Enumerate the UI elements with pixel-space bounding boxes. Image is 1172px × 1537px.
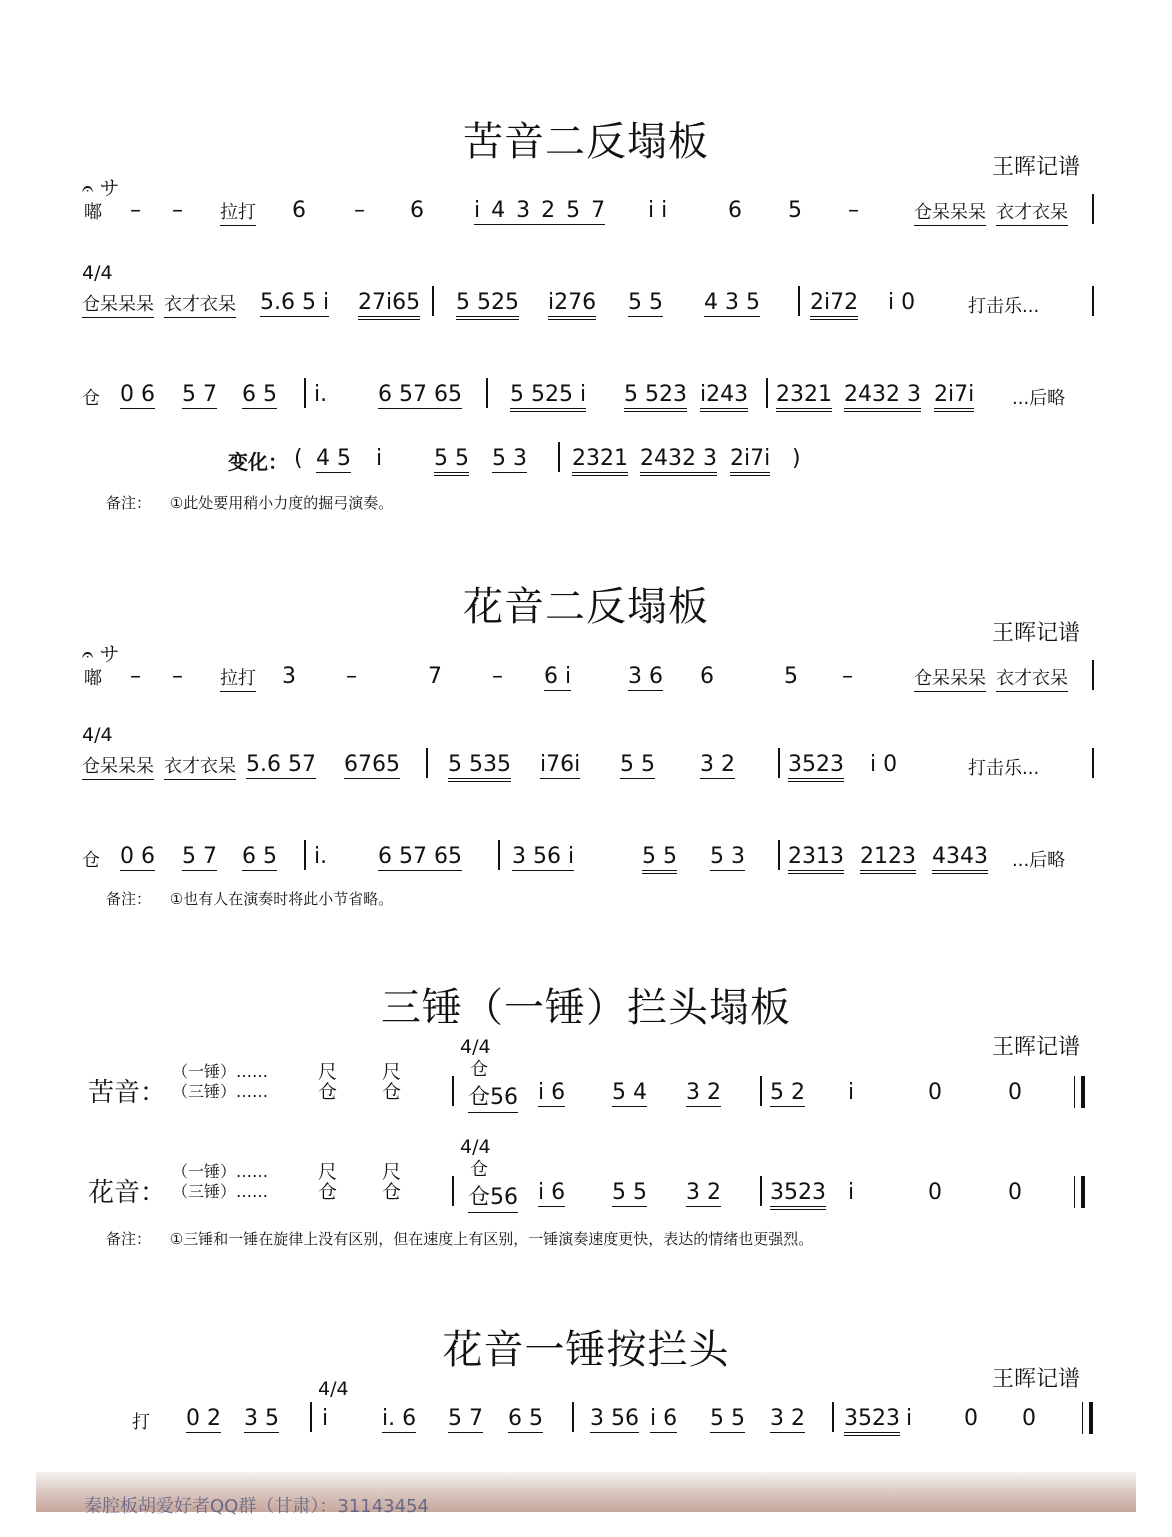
- barline: [498, 840, 500, 870]
- fermata-mark: 𝄐 サ: [82, 642, 120, 666]
- note-group: 2321: [572, 446, 628, 476]
- barline: [452, 1176, 454, 1206]
- note-group: 3 2: [770, 1406, 805, 1431]
- dash: –: [842, 664, 853, 689]
- row-label: 苦音：: [88, 1078, 167, 1108]
- barline: [1092, 660, 1094, 690]
- transcriber-credit: 王晖记谱: [991, 1035, 1080, 1060]
- note-group: 2i7i: [730, 446, 770, 476]
- note-group: 2313: [788, 844, 844, 874]
- dash: –: [848, 198, 859, 223]
- footer-banner: [36, 1472, 1136, 1517]
- remark-text: ①此处要用稍小力度的掘弓演奏。: [169, 494, 394, 512]
- barline: [452, 1076, 454, 1106]
- remark-label: 备注：: [106, 890, 152, 908]
- note-group: 5 535: [448, 752, 511, 782]
- barline: [1092, 194, 1094, 224]
- remark: [106, 888, 393, 909]
- note: 6: [292, 198, 306, 223]
- percussion-text: 仓: [82, 850, 100, 871]
- note-group: 4 3 5: [704, 290, 760, 315]
- note: 5: [788, 198, 802, 223]
- dash: –: [492, 664, 503, 689]
- note-group: 3 56 i: [512, 844, 575, 869]
- percussion-text: 仓: [382, 1181, 402, 1203]
- time-signature: 4/4: [460, 1136, 491, 1158]
- paren: ): [792, 446, 801, 471]
- barline: [1092, 748, 1094, 778]
- percussion-text: 仓: [82, 388, 100, 409]
- note: 0: [1008, 1080, 1022, 1105]
- note-group: 2i7i: [934, 382, 974, 412]
- note-group: 4343: [932, 844, 988, 874]
- barline: [760, 1176, 762, 1206]
- syllable: 嘟: [84, 202, 102, 223]
- note-group: 5 2: [770, 1080, 805, 1105]
- row-label: 花音：: [88, 1178, 167, 1208]
- note-group: i 0: [888, 290, 916, 315]
- barline: [778, 748, 780, 778]
- variation-label: 变化：: [228, 450, 288, 474]
- percussion-text: 打击乐...: [968, 758, 1040, 779]
- sub-label: （三锤）……: [172, 1182, 269, 1201]
- note: 6: [728, 198, 742, 223]
- time-signature: 4/4: [82, 724, 113, 746]
- barline: [832, 1402, 834, 1432]
- note-group: i 6: [538, 1180, 566, 1205]
- remark-label: 备注：: [106, 1230, 152, 1248]
- note: 0: [928, 1080, 942, 1105]
- percussion-text: 仓呆呆呆: [914, 198, 986, 226]
- percussion-text: 尺: [318, 1161, 338, 1183]
- note-group: 6 5: [242, 844, 277, 869]
- note-group: 3523: [788, 752, 844, 782]
- percussion-text: 仓呆呆呆: [82, 752, 154, 780]
- note-group: i 6: [650, 1406, 678, 1431]
- note-group: 3 5: [244, 1406, 279, 1431]
- note-group: 3 2: [686, 1080, 721, 1105]
- sub-label: （一锤）……: [172, 1162, 269, 1181]
- dash: –: [346, 664, 357, 689]
- note-group: 仓56: [468, 1180, 518, 1213]
- omitted-text: ...后略: [1012, 388, 1066, 409]
- time-signature: 4/4: [318, 1378, 349, 1400]
- barline: [426, 748, 428, 778]
- note-group: 6 5: [242, 382, 277, 407]
- transcriber-credit: 王晖记谱: [991, 1367, 1080, 1392]
- section-title: 苦音二反塌板: [463, 119, 709, 165]
- barline: [798, 286, 800, 316]
- dash: –: [172, 664, 183, 689]
- note-group: 5 5: [434, 446, 469, 476]
- percussion-text: 拉打: [220, 664, 256, 692]
- remark: [106, 1228, 813, 1249]
- barline: [304, 378, 306, 408]
- percussion-text: 打击乐...: [968, 296, 1040, 317]
- percussion-text: 拉打: [220, 198, 256, 226]
- note: i: [906, 1406, 913, 1431]
- sub-label: （三锤）……: [172, 1082, 269, 1101]
- note-group: 5 5: [710, 1406, 745, 1431]
- barline: [432, 286, 434, 316]
- note: 6: [700, 664, 714, 689]
- note-group: i276: [548, 290, 596, 320]
- note-group: 0 2: [186, 1406, 221, 1431]
- remark-text: ①也有人在演奏时将此小节省略。: [169, 890, 394, 908]
- note-group: 5.6 5 i: [260, 290, 330, 315]
- note-group: 5 5: [642, 844, 677, 874]
- note-group: 3523: [770, 1180, 826, 1210]
- note-group: 5 5: [628, 290, 663, 315]
- note: 6: [410, 198, 424, 223]
- note-group: 4 5: [316, 446, 351, 471]
- note-group: 2321: [776, 382, 832, 412]
- note-group: 3523: [844, 1406, 900, 1436]
- note-group: 5 4: [612, 1080, 647, 1105]
- note: 0: [1022, 1406, 1036, 1431]
- note: 5: [784, 664, 798, 689]
- note-group: 5 525 i: [510, 382, 586, 412]
- remark: [106, 492, 393, 513]
- percussion-text: 仓: [318, 1081, 338, 1103]
- syllable: 嘟: [84, 668, 102, 689]
- note-group: 5 523: [624, 382, 687, 412]
- transcriber-credit: 王晖记谱: [991, 155, 1080, 180]
- omitted-text: ...后略: [1012, 850, 1066, 871]
- note: i.: [314, 844, 328, 869]
- note: 3: [282, 664, 296, 689]
- barline: [486, 378, 488, 408]
- footer-text: 秦腔板胡爱好者QQ群（甘肃）：31143454: [84, 1496, 429, 1517]
- note-group: 5 3: [710, 844, 745, 869]
- note-group: 5 7: [182, 382, 217, 407]
- note: 0: [964, 1406, 978, 1431]
- percussion-text: 衣才衣呆: [164, 290, 236, 318]
- note-group: 5 7: [448, 1406, 483, 1431]
- note-group: 2432 3: [844, 382, 921, 412]
- note: 0: [1008, 1180, 1022, 1205]
- paren: (: [294, 446, 303, 471]
- note-group: 5 5: [612, 1180, 647, 1205]
- sub-label: （一锤）……: [172, 1062, 269, 1081]
- note-group: 6 i: [544, 664, 572, 689]
- barline: [760, 1076, 762, 1106]
- note-group: 5 525: [456, 290, 519, 320]
- note: i: [322, 1406, 329, 1431]
- note-group: 27i65: [358, 290, 420, 320]
- barline: [1092, 286, 1094, 316]
- percussion-text: 尺: [382, 1161, 402, 1183]
- barline: [558, 442, 560, 472]
- time-signature: 4/4: [460, 1036, 491, 1058]
- note-group: 6 57 65: [378, 382, 462, 407]
- transcriber-credit: 王晖记谱: [991, 621, 1080, 646]
- note-group: 3 2: [686, 1180, 721, 1205]
- dash: –: [354, 198, 365, 223]
- percussion-text: 衣才衣呆: [164, 752, 236, 780]
- barline: [778, 840, 780, 870]
- note-group: 仓56: [468, 1080, 518, 1113]
- note-group: 6 5: [508, 1406, 543, 1431]
- percussion-text: 尺: [318, 1061, 338, 1083]
- barline: [304, 840, 306, 870]
- note: i: [376, 446, 383, 471]
- note-group: 5 5: [620, 752, 655, 777]
- percussion-text: 尺: [382, 1061, 402, 1083]
- percussion-text: 仓: [470, 1059, 488, 1080]
- note: i: [848, 1180, 855, 1205]
- dash: –: [172, 198, 183, 223]
- remark-label: 备注：: [106, 494, 152, 512]
- note-group: i 6: [538, 1080, 566, 1105]
- note-group: 2432 3: [640, 446, 717, 476]
- note-group: i. 6: [382, 1406, 417, 1431]
- percussion-text: 仓呆呆呆: [914, 664, 986, 692]
- note: 7: [428, 664, 442, 689]
- time-signature: 4/4: [82, 262, 113, 284]
- note: 0: [928, 1180, 942, 1205]
- percussion-text: 衣才衣呆: [996, 198, 1068, 226]
- percussion-text: 仓: [318, 1181, 338, 1203]
- note-group: 2i72: [810, 290, 858, 320]
- fermata-mark: 𝄐 サ: [82, 176, 120, 200]
- note-group: 5 3: [492, 446, 527, 471]
- note-group: 2123: [860, 844, 916, 874]
- note: i.: [314, 382, 328, 407]
- section-title: 花音一锤按拦头: [442, 1327, 730, 1373]
- percussion-text: 仓: [382, 1081, 402, 1103]
- note-group: 3 56: [590, 1406, 639, 1431]
- dash: –: [130, 664, 141, 689]
- percussion-text: 仓呆呆呆: [82, 290, 154, 318]
- note-group: 6765: [344, 752, 400, 777]
- note-group: 3 2: [700, 752, 735, 777]
- barline: [766, 378, 768, 408]
- note-group: 6 57 65: [378, 844, 462, 869]
- note-group: 3 6: [628, 664, 663, 689]
- barline: [310, 1402, 312, 1432]
- percussion-text: 仓: [470, 1159, 488, 1180]
- dash: –: [130, 198, 141, 223]
- note: i: [848, 1080, 855, 1105]
- section-title: 三锤（一锤）拦头塌板: [381, 985, 791, 1031]
- note-group: i 0: [870, 752, 898, 777]
- note-group: 5.6 57: [246, 752, 316, 777]
- note-group: 0 6: [120, 382, 155, 407]
- remark-text: ①三锤和一锤在旋律上没有区别，但在速度上有区别，一锤演奏速度更快，表达的情绪也更强烈。: [169, 1230, 814, 1248]
- note-group: i76i: [540, 752, 581, 777]
- percussion-text: 打: [132, 1412, 150, 1433]
- section-title: 花音二反塌板: [463, 584, 709, 630]
- note-group: 0 6: [120, 844, 155, 869]
- note-group: 5 7: [182, 844, 217, 869]
- note-group: i i: [648, 198, 668, 223]
- note-group: i243: [700, 382, 748, 412]
- percussion-text: 衣才衣呆: [996, 664, 1068, 692]
- barline: [572, 1402, 574, 1432]
- note-group: i 4 3 2 5 7: [474, 198, 606, 223]
